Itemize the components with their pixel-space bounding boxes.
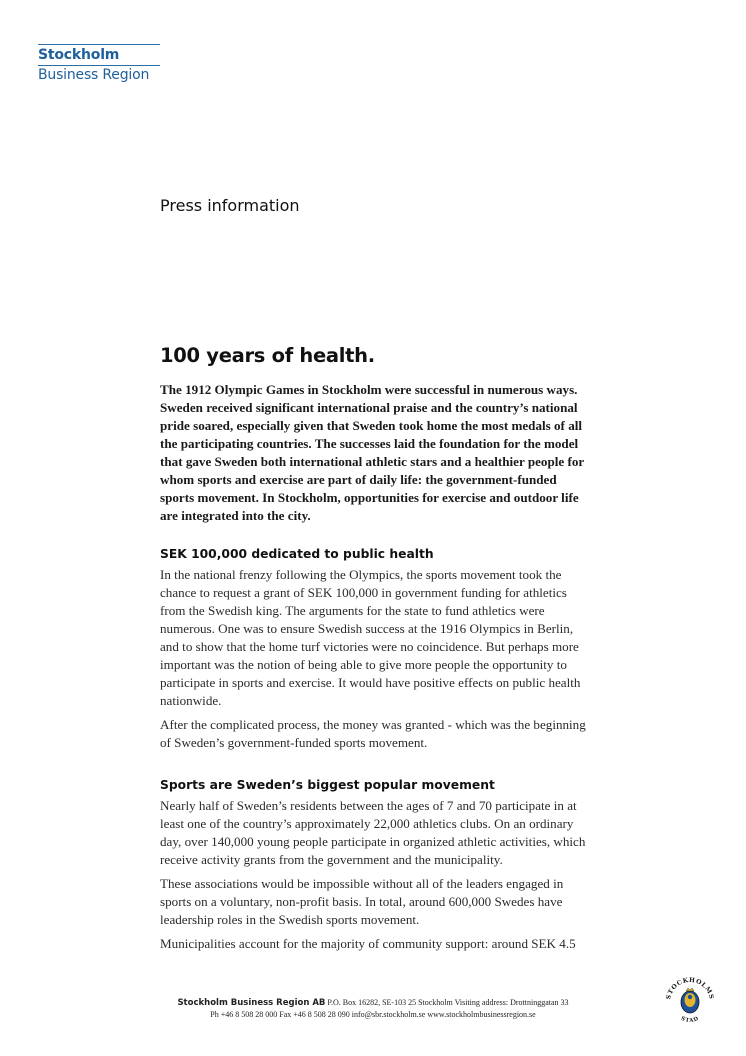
section-1-paragraph-1: In the national frenzy following the Olympics, the sports movement took the chance to request a grant of SEK 100,000 in government funding for athletics from the Swedish king. The arguments for the state to fund athletics were numerous. One was to ensure Swedish success at the 1916 Olympics in Berlin, and to show that the home turf victories were no coincidence. But perhaps more important was the notion of being able to give more people the opportunity to participate in sports and exercise. It would have positive effects on public health nationwide.: [160, 567, 581, 708]
section-2-paragraph-2: These associations would be impossible without all of the leaders engaged in sports on a voluntary, non-profit basis. In total, around 600,000 Swedes have leadership roles in the Swedish sports movement.: [160, 876, 564, 927]
svg-text:STOCKHOLMS: STOCKHOLMS: [665, 976, 715, 1001]
logo-line-1: Stockholm: [38, 47, 120, 63]
section-1-paragraph-2: After the complicated process, the money was granted - which was the beginning of Sweden’s government-funded sports movement.: [160, 717, 586, 750]
section-2-paragraph-3: Municipalities account for the majority of community support: around SEK 4.5: [160, 936, 576, 951]
stockholms-stad-seal-icon: [664, 976, 716, 1028]
svg-text:STAD: STAD: [679, 1015, 701, 1025]
footer-address: P.O. Box 16282, SE-103 25 Stockholm Visiting address: Drottninggatan 33: [327, 998, 569, 1007]
section-2-heading: Sports are Sweden’s biggest popular movement: [160, 778, 495, 792]
article-title: 100 years of health.: [160, 344, 375, 367]
section-spacer: [160, 758, 590, 778]
page-footer: [0, 997, 746, 1020]
logo-line-2: Business Region: [38, 67, 150, 83]
article-body: [160, 344, 590, 959]
section-2-paragraph-1: Nearly half of Sweden’s residents between the ages of 7 and 70 participate in at least one of the country’s approximately 22,000 athletics clubs. On an ordinary day, over 140,000 young people participate in organized athletic activities, which receive activity grants from the government and the municipality.: [160, 798, 586, 867]
section-1-heading: SEK 100,000 dedicated to public health: [160, 547, 434, 561]
logo-middle-rule: [38, 65, 160, 66]
footer-contact: Ph +46 8 508 28 000 Fax +46 8 508 28 090 info@sbr.stockholm.se www.stockholmbusinessregion.se: [210, 1010, 536, 1019]
footer-organization: Stockholm Business Region AB: [177, 998, 326, 1008]
stockholm-business-region-logo: [38, 44, 160, 84]
lead-paragraph: The 1912 Olympic Games in Stockholm were successful in numerous ways. Sweden received significant international praise and the country’s national pride soared, especially given that Sweden took home the most medals of all the participating countries. The successes laid the foundation for the model that gave Sweden both international athletic stars and a healthier people for whom sports and exercise are part of daily life: the government-funded sports movement. In Stockholm, opportunities for exercise and outdoor life are integrated into the city.: [160, 382, 584, 523]
press-information-label: Press information: [160, 196, 300, 215]
logo-top-rule: [38, 44, 160, 45]
